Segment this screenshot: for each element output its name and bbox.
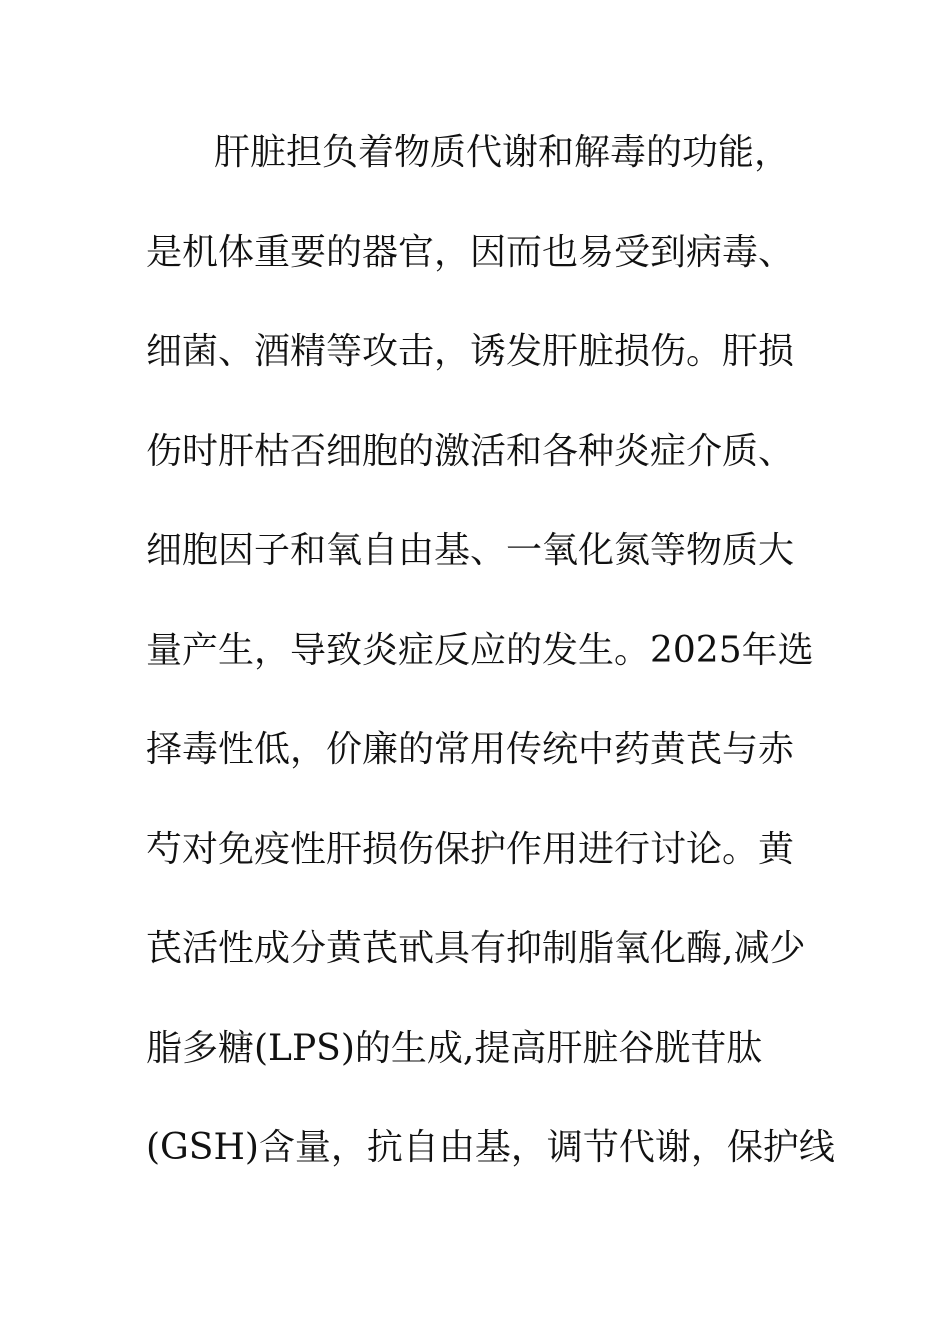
paragraph-line: 芪活性成分黄芪甙具有抑制脂氧化酶,减少: [146, 928, 806, 969]
paragraph-line: 细胞因子和氧自由基、一氧化氮等物质大: [146, 530, 795, 571]
paragraph-line: 芍对免疫性肝损伤保护作用进行讨论。黄: [146, 828, 795, 870]
paragraph-line: 肝脏担负着物质代谢和解毒的功能，: [214, 132, 791, 173]
paragraph-line: 是机体重要的器官，因而也易受到病毒、: [146, 231, 795, 273]
paragraph-line: 伤时肝枯否细胞的激活和各种炎症介质、: [146, 430, 795, 472]
paragraph-line: 脂多糖(LPS)的生成,提高肝脏谷胱苷肽: [146, 1027, 763, 1069]
paragraph-line: 细菌、酒精等攻击，诱发肝脏损伤。肝损: [146, 331, 795, 372]
body-paragraph: [146, 126, 835, 1221]
paragraph-line: 量产生，导致炎症反应的发生。2025年选: [146, 629, 814, 671]
paragraph-line: (GSH)含量，抗自由基，调节代谢，保护线: [146, 1127, 835, 1168]
paragraph-line: 择毒性低，价廉的常用传统中药黄芪与赤: [146, 729, 795, 770]
